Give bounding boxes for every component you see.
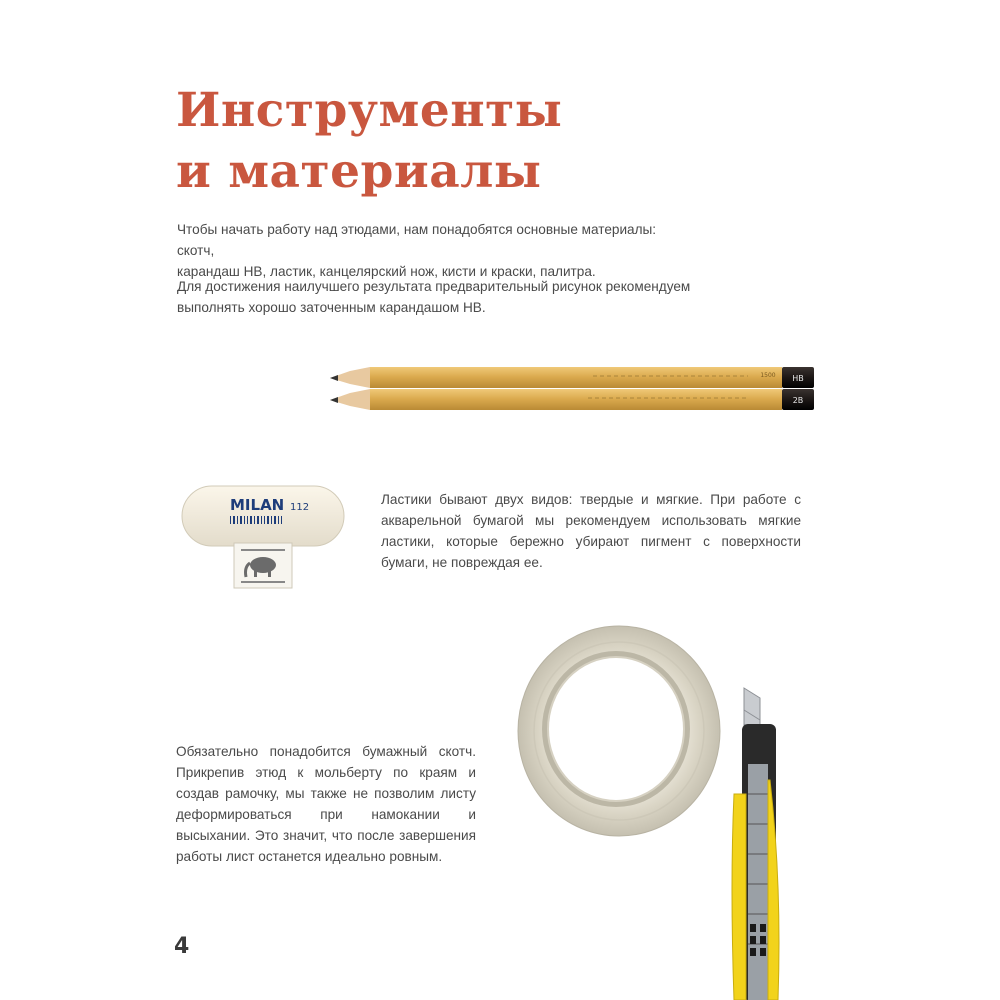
pencil-2b-grade: 2B: [792, 396, 804, 405]
pencil-line-1: Для достижения наилучшего результата предварительный рисунок рекомендуем: [177, 279, 691, 294]
pencil-line-2: выполнять хорошо заточенным карандашом HB.: [177, 300, 486, 315]
eraser-model: 112: [290, 502, 310, 513]
tape-paragraph: Обязательно понадобится бумажный скотч. Прикрепив этюд к мольберту по краям и создав рамочку, мы также не позволим листу деформироваться при намокании и высыхании. Это значит, что после завершения работы лист останется идеально ровным.: [176, 744, 476, 864]
page-number: 4: [174, 934, 190, 959]
intro-line-1: Чтобы начать работу над этюдами, нам понадобятся основные материалы: скотч,: [177, 222, 657, 258]
pencil-hb-model: 1500: [760, 372, 776, 379]
intro-line-2: карандаш HB, ластик, канцелярский нож, кисти и краски, палитра.: [177, 264, 596, 279]
eraser-brand: MILAN: [230, 496, 285, 514]
pencil-paragraph: [177, 276, 697, 318]
page-title-line1: Инструменты: [176, 83, 563, 138]
pencil-hb-grade: HB: [792, 374, 804, 383]
pencil-2b: [330, 389, 814, 410]
intro-paragraph: [177, 219, 697, 282]
pencil-hb: [330, 367, 814, 388]
tape-roll-image: [516, 624, 722, 838]
pencils-image: [328, 358, 818, 414]
eraser-paragraph: Ластики бывают двух видов: твердые и мягкие. При работе с акварельной бумагой мы рекомендуем использовать мягкие ластики, которые бережно убирают пигмент с поверхности бумаги, не повреждая ее.: [381, 492, 801, 570]
page-title: [176, 80, 736, 202]
utility-knife-image: [720, 684, 800, 1000]
eraser-image: [178, 483, 348, 593]
page-title-line2: и материалы: [176, 144, 542, 199]
